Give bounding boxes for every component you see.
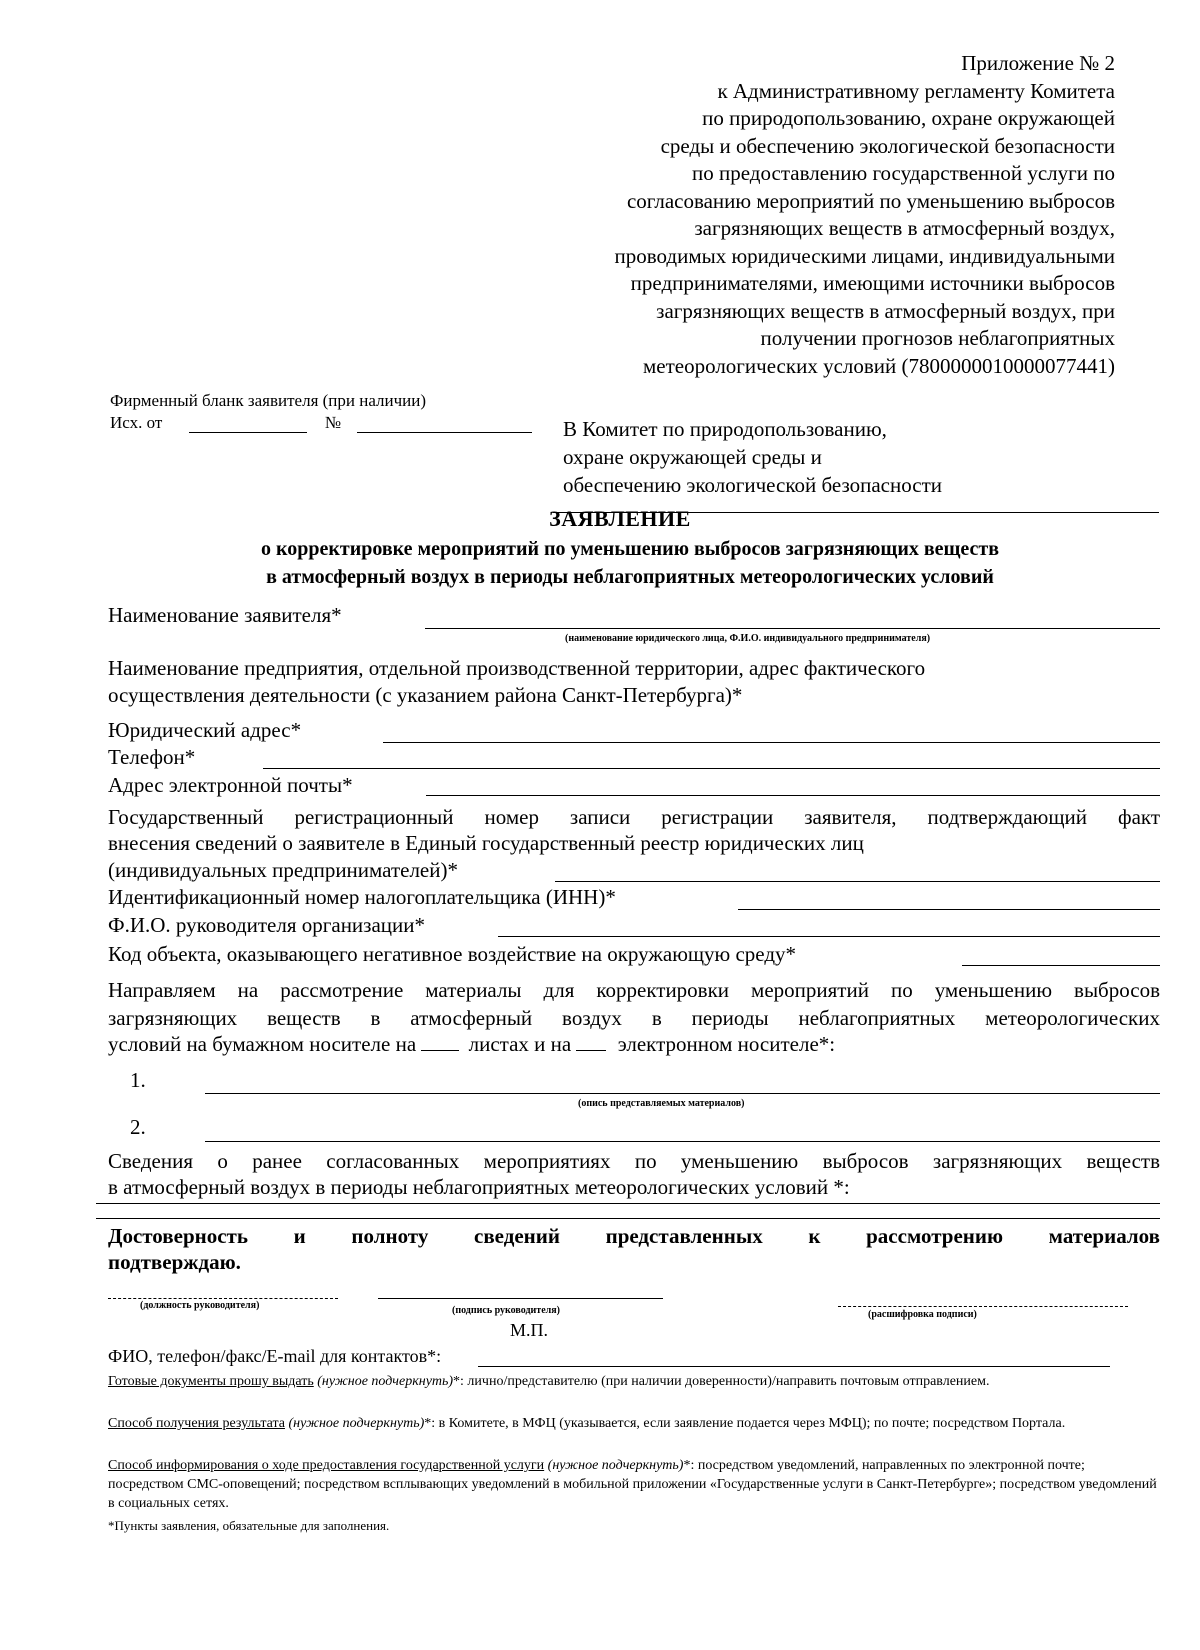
appendix-line: согласованию мероприятий по уменьшению выбросов [626, 188, 1115, 213]
subtitle-line: в атмосферный воздух в периоды неблагоприятных метеорологических условий [266, 566, 994, 588]
object-code-field[interactable] [962, 965, 1160, 966]
appendix-line: загрязняющих веществ в атмосферный воздух, [694, 216, 1115, 240]
appendix-line: метеорологических условий (7800000010000077441) [642, 353, 1115, 378]
electronic-count-field[interactable] [576, 1032, 606, 1051]
paper-carrier-label: условий на бумажном носителе на [108, 1032, 417, 1056]
subtitle-line: о корректировке мероприятий по уменьшению выбросов загрязняющих веществ [260, 538, 1000, 560]
materials-item-2-field[interactable] [205, 1141, 1160, 1142]
inform-hint: (нужное подчеркнуть) [547, 1458, 684, 1473]
ready-docs-hint: (нужное подчеркнуть) [317, 1374, 454, 1389]
signature-field[interactable] [378, 1298, 663, 1299]
appendix-line: получении прогнозов неблагоприятных [760, 326, 1115, 350]
enterprise-label-line2: осуществления деятельности (с указанием района Санкт-Петербурга)* [108, 683, 743, 707]
sheets-label: листах и на [468, 1032, 572, 1056]
previous-field[interactable] [96, 1203, 1160, 1204]
signature-caption: (подпись руководителя) [452, 1305, 560, 1316]
ogrn-label-line3: (индивидуальных предпринимателей)* [108, 858, 458, 882]
result-text: *: в Комитете, в МФЦ (указывается, если заявление подается через МФЦ); по почте; посредством Портала. [424, 1416, 1066, 1431]
appendix-header [495, 50, 1115, 380]
outgoing-from-label: Исх. от [110, 413, 163, 432]
appendix-line: по предоставлению государственной услуги по [692, 161, 1115, 185]
addressee-line: охране окружающей среды и [563, 445, 822, 469]
previous-line1: Сведения о ранее согласованных мероприятиях по уменьшению выбросов загрязняющих веществ [108, 1149, 1160, 1173]
addressee-line: В Комитет по природопользованию, [563, 417, 887, 441]
materials-line1: Направляем на рассмотрение материалы для корректировки мероприятий по уменьшению выбросов [108, 978, 1160, 1002]
stamp-place: М.П. [510, 1320, 549, 1340]
previous-line2: в атмосферный воздух в периоды неблагоприятных метеорологических условий *: [108, 1175, 850, 1199]
email-field[interactable] [426, 795, 1160, 796]
ogrn-field[interactable] [555, 881, 1160, 882]
position-caption: (должность руководителя) [140, 1300, 260, 1311]
object-code-label: Код объекта, оказывающего негативное воздействие на окружающую среду* [108, 942, 797, 966]
decode-field[interactable] [838, 1306, 1128, 1307]
ogrn-label-line2: внесения сведений о заявителе в Единый государственный реестр юридических лиц [108, 831, 864, 855]
contacts-label: ФИО, телефон/факс/E-mail для контактов*: [108, 1346, 442, 1366]
applicant-name-caption: (наименование юридического лица, Ф.И.О. индивидуального предпринимателя) [565, 633, 931, 644]
appendix-line: загрязняющих веществ в атмосферный воздух, при [656, 298, 1115, 323]
appendix-line: Приложение № 2 [961, 51, 1115, 75]
materials-line3 [108, 1032, 835, 1057]
inn-label: Идентификационный номер налогоплательщика (ИНН)* [108, 885, 616, 909]
position-field[interactable] [108, 1298, 338, 1299]
materials-line2: загрязняющих веществ в атмосферный воздух в периоды неблагоприятных метеорологических [108, 1006, 1160, 1030]
materials-item-2-number: 2. [130, 1115, 146, 1139]
ready-docs-label: Готовые документы прошу выдать [108, 1374, 314, 1389]
paper-sheets-field[interactable] [421, 1032, 459, 1051]
note-ready-docs [108, 1372, 1160, 1391]
ogrn-label-line1: Государственный регистрационный номер записи регистрации заявителя, подтверждающий факт [108, 805, 1160, 829]
phone-field[interactable] [263, 768, 1160, 769]
number-sign: № [324, 413, 342, 432]
addressee-line: обеспечению экологической безопасности [563, 473, 942, 497]
appendix-line: проводимых юридическими лицами, индивидуальными [614, 243, 1115, 268]
applicant-name-field[interactable] [425, 628, 1160, 629]
contacts-field[interactable] [478, 1366, 1110, 1367]
appendix-line: к Административному регламенту Комитета [717, 78, 1115, 103]
footnote: *Пункты заявления, обязательные для заполнения. [108, 1518, 390, 1533]
outgoing-ref [110, 413, 532, 433]
materials-item-1-field[interactable] [205, 1093, 1160, 1094]
phone-label: Телефон* [108, 745, 196, 769]
document-subtitle [100, 535, 1160, 591]
outgoing-number-field[interactable] [357, 414, 532, 433]
director-label: Ф.И.О. руководителя организации* [108, 913, 425, 937]
director-field[interactable] [498, 936, 1160, 937]
note-result [108, 1414, 1160, 1433]
letterhead-label: Фирменный бланк заявителя (при наличии) [110, 391, 427, 410]
ready-docs-text: *: лично/представителю (при наличии доверенности)/направить почтовым отправлением. [453, 1374, 990, 1389]
legal-address-label: Юридический адрес* [108, 718, 302, 742]
appendix-line: предпринимателями, имеющими источники выбросов [630, 271, 1115, 295]
decode-caption: (расшифровка подписи) [868, 1309, 977, 1320]
email-label: Адрес электронной почты* [108, 773, 353, 797]
addressee-block [563, 415, 942, 499]
appendix-line: по природопользованию, охране окружающей [702, 106, 1115, 130]
previous-field-2[interactable] [96, 1218, 1160, 1219]
confirm-line1: Достоверность и полноту сведений представленных к рассмотрению материалов [108, 1224, 1160, 1248]
applicant-name-label: Наименование заявителя* [108, 603, 342, 627]
outgoing-date-field[interactable] [189, 414, 307, 433]
electronic-carrier-label: электронном носителе*: [617, 1032, 836, 1056]
inform-label: Способ информирования о ходе предоставления государственной услуги [108, 1458, 545, 1473]
enterprise-label-line1: Наименование предприятия, отдельной производственной территории, адрес фактического [108, 656, 926, 680]
inform-text: *: посредством уведомлений, направленных по электронной почте; посредством СМС-оповещений; посредством всплывающих уведомлений в мобильной приложении «Государственные услуги в Санкт-Петербурге»; посредством уведомлений в социальных сетях. [108, 1458, 1157, 1511]
confirm-line2: подтверждаю. [108, 1250, 241, 1274]
note-inform [108, 1456, 1160, 1513]
legal-address-field[interactable] [383, 742, 1160, 743]
appendix-line: среды и обеспечению экологической безопасности [660, 133, 1115, 158]
document-title: ЗАЯВЛЕНИЕ [549, 506, 691, 531]
result-label: Способ получения результата [108, 1416, 285, 1431]
inn-field[interactable] [738, 909, 1160, 910]
result-hint: (нужное подчеркнуть) [288, 1416, 425, 1431]
materials-caption: (опись представляемых материалов) [578, 1098, 745, 1109]
materials-item-1-number: 1. [130, 1068, 146, 1092]
